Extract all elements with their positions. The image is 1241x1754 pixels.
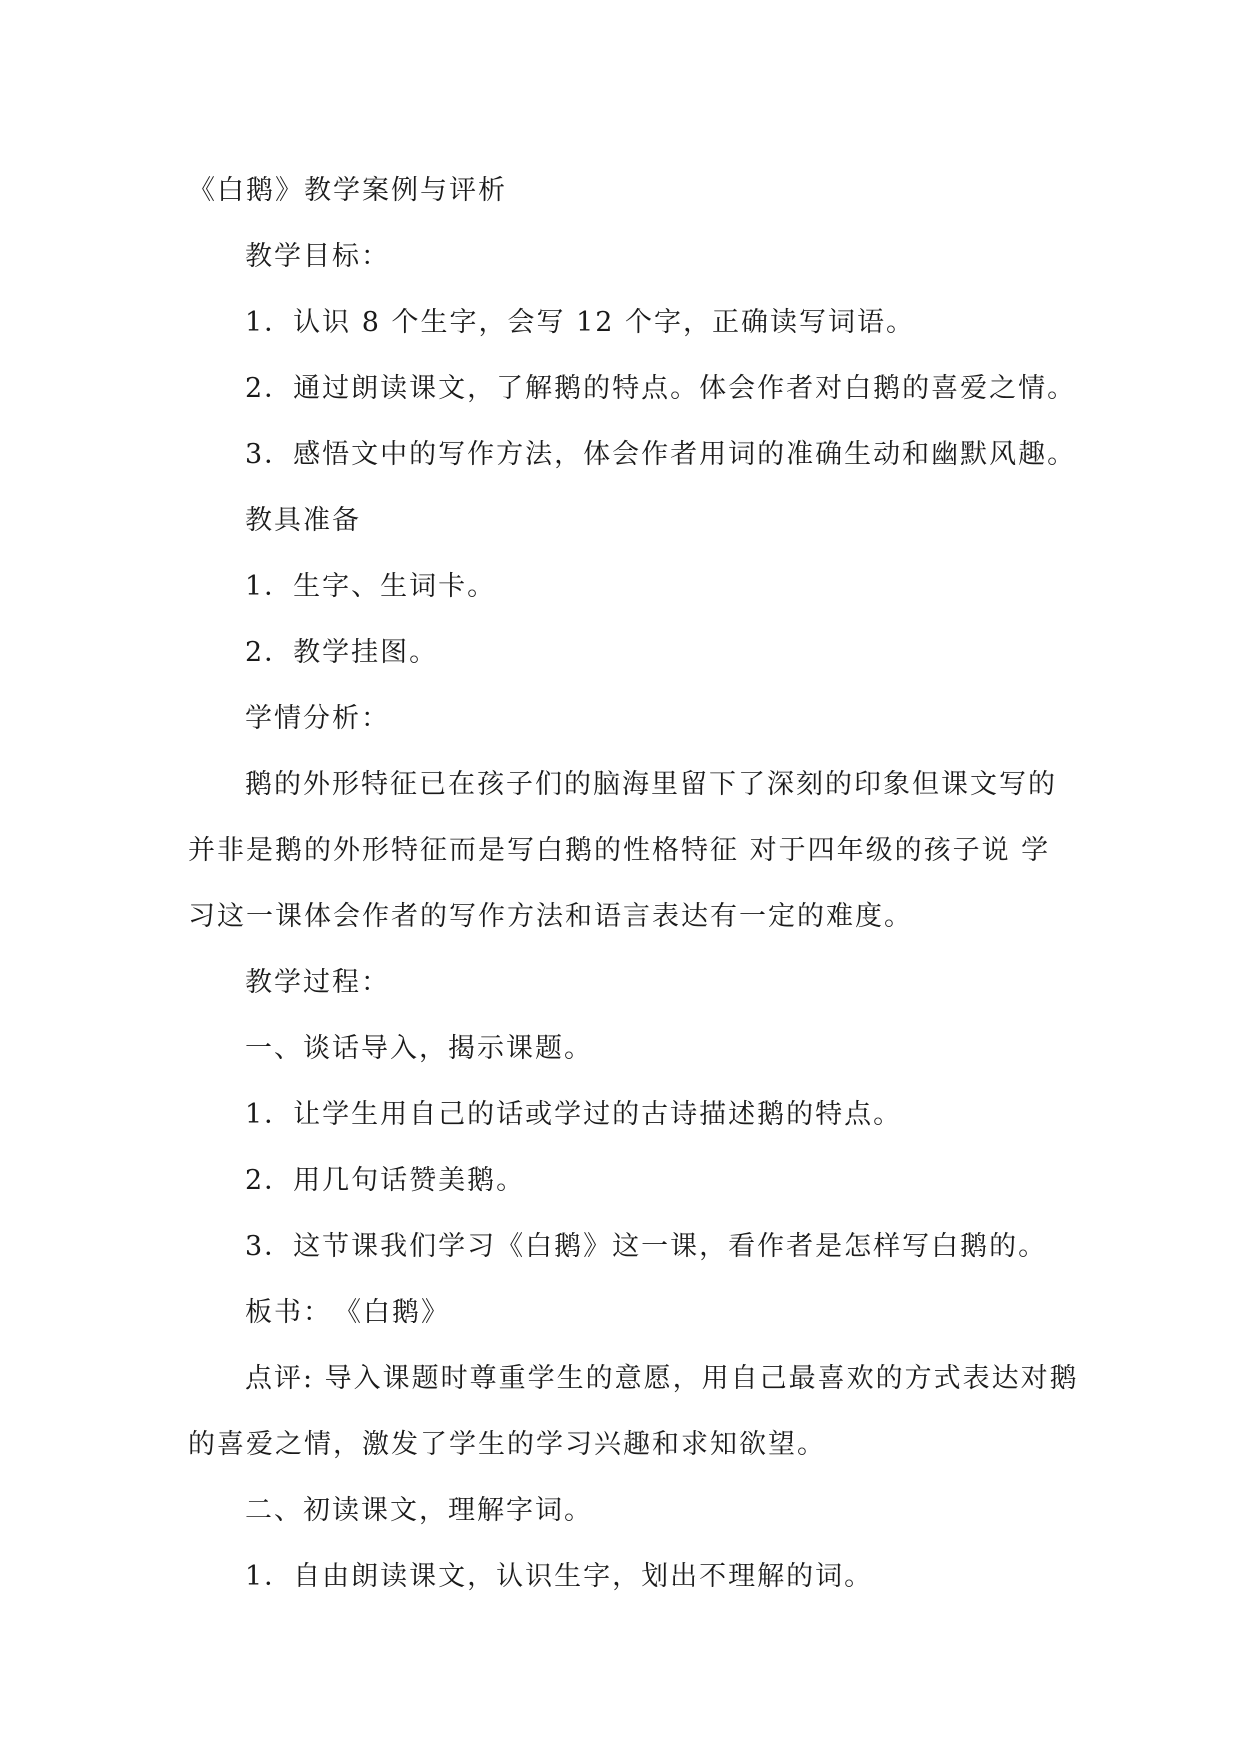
objective-item-2: 2．通过朗读课文，了解鹅的特点。体会作者对白鹅的喜爱之情。 xyxy=(245,373,1077,404)
objective-item-1: 1．认识 8 个生字，会写 12 个字，正确读写词语。 xyxy=(245,307,916,338)
process-step-1-item-1: 1．让学生用自己的话或学过的古诗描述鹅的特点。 xyxy=(245,1099,903,1130)
section-heading-materials: 教具准备 xyxy=(245,505,361,536)
process-step-2-item-1: 1．自由朗读课文，认识生字，划出不理解的词。 xyxy=(245,1561,874,1592)
section-heading-analysis: 学情分析： xyxy=(245,703,390,734)
analysis-paragraph-line-2: 并非是鹅的外形特征而是写白鹅的性格特征 对于四年级的孩子说 学 xyxy=(188,835,1051,866)
process-step-1-item-2: 2．用几句话赞美鹅。 xyxy=(245,1165,526,1196)
document-title: 《白鹅》教学案例与评析 xyxy=(188,175,507,206)
blackboard-note: 板书： 《白鹅》 xyxy=(245,1297,450,1328)
analysis-paragraph-line-3: 习这一课体会作者的写作方法和语言表达有一定的难度。 xyxy=(188,901,913,932)
materials-item-2: 2．教学挂图。 xyxy=(245,637,439,668)
analysis-paragraph-line-1: 鹅的外形特征已在孩子们的脑海里留下了深刻的印象但课文写的 xyxy=(245,769,1057,800)
comment-line-1: 点评: 导入课题时尊重学生的意愿，用自己最喜欢的方式表达对鹅 xyxy=(245,1363,1079,1394)
document-body xyxy=(188,158,1088,1610)
process-step-1-item-3: 3．这节课我们学习《白鹅》这一课，看作者是怎样写白鹅的。 xyxy=(245,1231,1048,1262)
objective-item-3: 3．感悟文中的写作方法，体会作者用词的准确生动和幽默风趣。 xyxy=(245,439,1077,470)
section-heading-objectives: 教学目标： xyxy=(245,241,390,272)
comment-line-2: 的喜爱之情，激发了学生的学习兴趣和求知欲望。 xyxy=(188,1429,826,1460)
process-step-1-heading: 一、谈话导入，揭示课题。 xyxy=(245,1033,593,1064)
process-step-2-heading: 二、初读课文，理解字词。 xyxy=(245,1495,593,1526)
materials-item-1: 1．生字、生词卡。 xyxy=(245,571,497,602)
section-heading-process: 教学过程： xyxy=(245,967,390,998)
